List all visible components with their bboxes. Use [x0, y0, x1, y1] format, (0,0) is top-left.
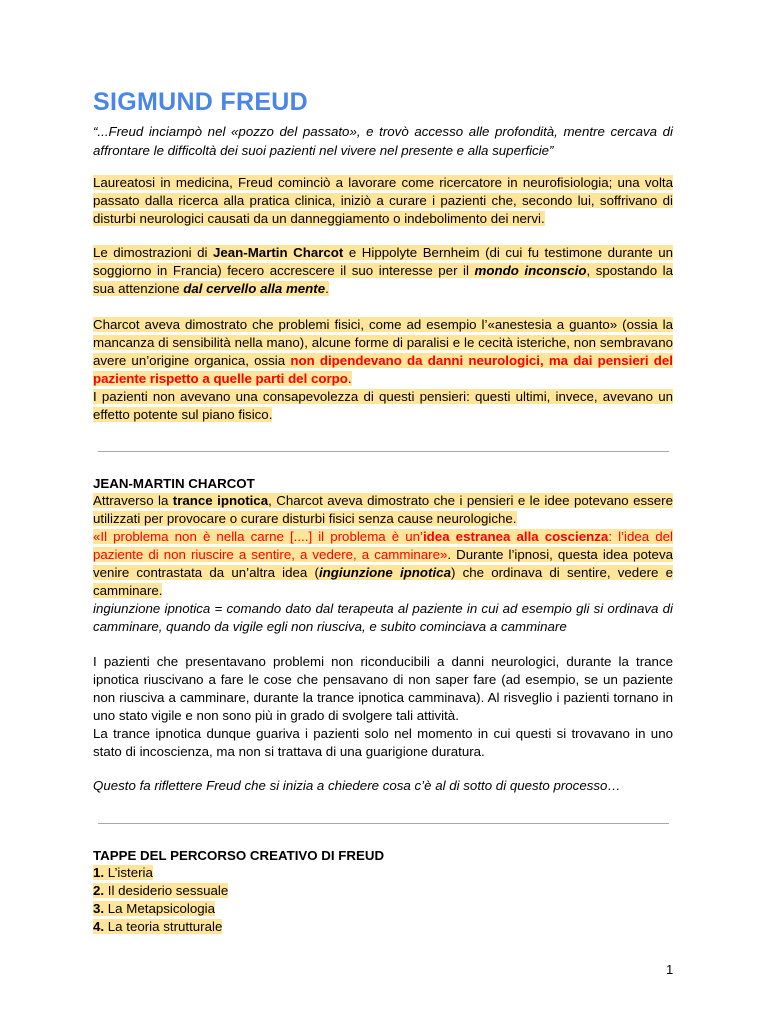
text: Charcot aveva dimostrato che problemi fisici, come ad esempio l’«anestesia a guanto» (ossia la mancanza di sensibilità nella mano), alcune forme di paralisi e le cecità isteriche, non sembravano avere un’origine organica, ossia — [93, 317, 673, 368]
text: Le dimostrazioni di — [93, 245, 213, 260]
paragraph-riflessione: Questo fa riflettere Freud che si inizia a chiedere cosa c’è al di sotto di questo processo… — [93, 778, 621, 793]
paragraph-charcot-bernheim — [93, 244, 673, 298]
list-item — [93, 918, 222, 936]
trance-ipnotica: trance ipnotica — [172, 493, 269, 508]
quote-red: : l’idea del paziente di non riuscire a sentire, a vedere, a camminare» — [93, 529, 673, 562]
emphasis-red: non dipendevano da danni neurologici, ma dai pensieri del paziente rispetto a quelle parti del corpo — [93, 353, 673, 386]
paragraph-intro — [93, 174, 673, 228]
document-title: SIGMUND FREUD — [93, 88, 309, 116]
quote-red: «Il problema non è nella carne [....] il problema è un’ — [93, 529, 423, 544]
text: La trance ipnotica dunque guariva i pazienti solo nel momento in cui questi si trovavano in uno stato di incoscienza, ma non si trattava di una guarigione duratura. — [93, 726, 673, 759]
page-number: 1 — [666, 962, 674, 977]
text: . — [325, 281, 329, 296]
divider — [98, 451, 669, 452]
text: . — [347, 371, 352, 386]
list-number: 2. — [93, 883, 105, 898]
text: I pazienti che presentavano problemi non riconducibili a danni neurologici, durante la trance ipnotica riuscivano a fare le cose che pensavano di non saper fare (ad esempio, se un paziente non riusciva a camminare, durante la trance ipnotica camminava). Al risveglio i pazienti tornano in uno stato vigile e non sono più in grado di svolgere tali attività. — [93, 654, 673, 723]
list-number: 1. — [93, 865, 105, 880]
paragraph-anestesia — [93, 316, 673, 424]
list-number: 3. — [93, 901, 105, 916]
text: ) che ordinava di sentire, vedere e camminare. — [93, 565, 673, 598]
paragraph-intro-text: Laureatosi in medicina, Freud cominciò a lavorare come ricercatore in neurofisiologia; una volta passato dalla ricerca alla pratica clinica, iniziò a curare i pazienti che, secondo lui, soffrivano di disturbi neurologici causati da un danneggiamento o indebolimento dei nervi. — [93, 175, 673, 226]
text: Attraverso la — [93, 493, 173, 508]
mondo-inconscio: mondo inconscio — [474, 263, 587, 278]
paragraph-trance — [93, 492, 673, 636]
section-heading-tappe: TAPPE DEL PERCORSO CREATIVO DI FREUD — [93, 848, 385, 863]
text: . Durante l’ipnosi, questa idea poteva venire contrastata da un’altra idea ( — [93, 547, 673, 580]
epigraph-quote: “...Freud inciampò nel «pozzo del passato», e trovò accesso alle profondità, mentre cercava di affrontare le difficoltà dei suoi pazienti nel vivere nel presente e alla superficie” — [93, 124, 673, 158]
list-item — [93, 882, 228, 900]
dal-cervello-alla-mente: dal cervello alla mente — [183, 281, 326, 296]
ingiunzione-ipnotica: ingiunzione ipnotica — [318, 565, 451, 580]
paragraph-pazienti — [93, 653, 673, 761]
list-label: Il desiderio sessuale — [104, 883, 229, 898]
list-item — [93, 864, 153, 882]
text: I pazienti non avevano una consapevolezza di questi pensieri: questi ultimi, invece, avevano un effetto potente sul piano fisico. — [93, 389, 673, 422]
list-item — [93, 900, 215, 918]
list-label: L’isteria — [104, 865, 153, 880]
text: e Hippolyte Bernheim (di cui fu testimone durante un soggiorno in Francia) fecero accrescere il suo interesse per il — [93, 245, 674, 278]
idea-estranea: idea estranea alla coscienza — [422, 529, 609, 544]
text: , Charcot aveva dimostrato che i pensieri e le idee potevano essere utilizzati per provocare o curare disturbi fisici senza cause neurologiche. — [93, 493, 674, 526]
definition: ingiunzione ipnotica = comando dato dal terapeuta al paziente in cui ad esempio gli si ordinava di camminare, quando da vigile egli non riusciva, e subito cominciava a camminare — [93, 601, 673, 634]
divider — [98, 823, 669, 824]
text: , spostando la sua attenzione — [93, 263, 673, 296]
list-label: La Metapsicologia — [104, 901, 215, 916]
list-number: 4. — [93, 919, 105, 934]
charcot-name: Jean-Martin Charcot — [212, 245, 344, 260]
section-heading-charcot: JEAN-MARTIN CHARCOT — [93, 476, 255, 491]
list-label: La teoria strutturale — [104, 919, 223, 934]
